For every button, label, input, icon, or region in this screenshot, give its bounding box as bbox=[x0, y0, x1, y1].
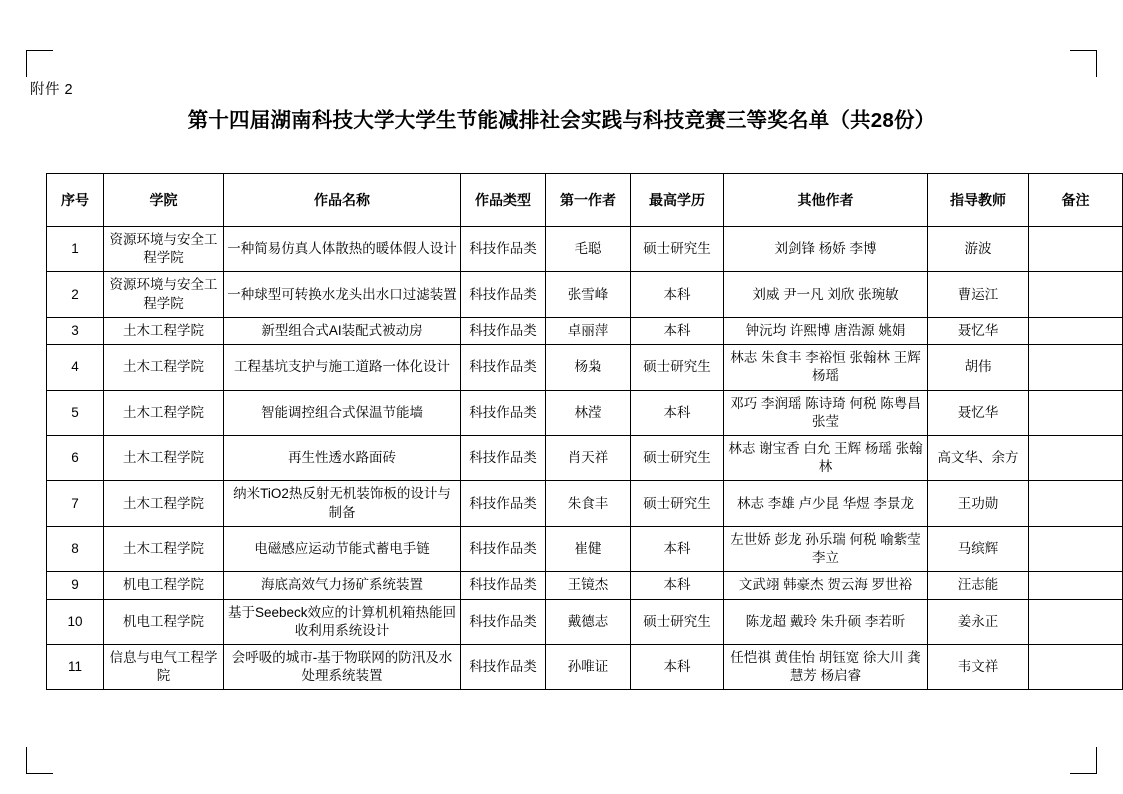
cell-college: 土木工程学院 bbox=[104, 481, 224, 526]
cell-work-type: 科技作品类 bbox=[461, 481, 546, 526]
cell-highest-degree: 本科 bbox=[631, 644, 724, 689]
crop-mark-bottom-right bbox=[1070, 747, 1097, 774]
crop-mark-bottom-left bbox=[26, 747, 53, 774]
cell-work-type: 科技作品类 bbox=[461, 572, 546, 599]
column-header-other-authors: 其他作者 bbox=[724, 174, 928, 227]
crop-mark-top-left bbox=[26, 50, 53, 77]
cell-advisor: 聂忆华 bbox=[928, 390, 1029, 435]
crop-mark-top-right bbox=[1070, 50, 1097, 77]
cell-remark bbox=[1029, 572, 1123, 599]
cell-remark bbox=[1029, 599, 1123, 644]
cell-first-author: 孙唯证 bbox=[546, 644, 631, 689]
cell-highest-degree: 本科 bbox=[631, 390, 724, 435]
cell-advisor: 王功勋 bbox=[928, 481, 1029, 526]
column-header-college: 学院 bbox=[104, 174, 224, 227]
cell-highest-degree: 硕士研究生 bbox=[631, 599, 724, 644]
cell-work-title: 会呼吸的城市-基于物联网的防汛及水处理系统装置 bbox=[224, 644, 461, 689]
cell-work-type: 科技作品类 bbox=[461, 227, 546, 272]
cell-work-title: 纳米TiO2热反射无机装饰板的设计与制备 bbox=[224, 481, 461, 526]
table-row bbox=[47, 272, 1123, 317]
cell-seq: 10 bbox=[47, 599, 104, 644]
column-header-remark: 备注 bbox=[1029, 174, 1123, 227]
table-row bbox=[47, 481, 1123, 526]
cell-other-authors: 刘威 尹一凡 刘欣 张琬敏 bbox=[724, 272, 928, 317]
table-row bbox=[47, 599, 1123, 644]
cell-work-type: 科技作品类 bbox=[461, 390, 546, 435]
cell-work-title: 工程基坑支护与施工道路一体化设计 bbox=[224, 345, 461, 390]
table-row bbox=[47, 526, 1123, 571]
cell-first-author: 毛聪 bbox=[546, 227, 631, 272]
cell-other-authors: 任恺祺 黄佳怡 胡钰宽 徐大川 龚慧芳 杨启睿 bbox=[724, 644, 928, 689]
table-row bbox=[47, 435, 1123, 480]
cell-remark bbox=[1029, 345, 1123, 390]
cell-seq: 3 bbox=[47, 317, 104, 344]
cell-first-author: 朱食丰 bbox=[546, 481, 631, 526]
cell-work-type: 科技作品类 bbox=[461, 599, 546, 644]
column-header-highest-degree: 最高学历 bbox=[631, 174, 724, 227]
cell-work-title: 电磁感应运动节能式蓄电手链 bbox=[224, 526, 461, 571]
cell-college: 资源环境与安全工程学院 bbox=[104, 227, 224, 272]
cell-remark bbox=[1029, 272, 1123, 317]
cell-remark bbox=[1029, 481, 1123, 526]
cell-other-authors: 左世娇 彭龙 孙乐瑞 何税 喻紫莹 李立 bbox=[724, 526, 928, 571]
cell-seq: 7 bbox=[47, 481, 104, 526]
cell-seq: 4 bbox=[47, 345, 104, 390]
cell-work-title: 智能调控组合式保温节能墙 bbox=[224, 390, 461, 435]
table-header bbox=[47, 174, 1123, 227]
cell-other-authors: 刘剑锋 杨娇 李博 bbox=[724, 227, 928, 272]
cell-first-author: 王镜杰 bbox=[546, 572, 631, 599]
cell-work-title: 新型组合式AI装配式被动房 bbox=[224, 317, 461, 344]
cell-work-title: 海底高效气力扬矿系统装置 bbox=[224, 572, 461, 599]
cell-remark bbox=[1029, 526, 1123, 571]
column-header-work-title: 作品名称 bbox=[224, 174, 461, 227]
cell-advisor: 曹运江 bbox=[928, 272, 1029, 317]
cell-college: 机电工程学院 bbox=[104, 599, 224, 644]
cell-first-author: 卓丽萍 bbox=[546, 317, 631, 344]
cell-highest-degree: 本科 bbox=[631, 317, 724, 344]
column-header-work-type: 作品类型 bbox=[461, 174, 546, 227]
cell-work-title: 一种球型可转换水龙头出水口过滤装置 bbox=[224, 272, 461, 317]
cell-college: 机电工程学院 bbox=[104, 572, 224, 599]
table-row bbox=[47, 390, 1123, 435]
cell-highest-degree: 本科 bbox=[631, 272, 724, 317]
cell-college: 土木工程学院 bbox=[104, 435, 224, 480]
award-list-table bbox=[46, 173, 1123, 690]
table-row bbox=[47, 345, 1123, 390]
cell-seq: 1 bbox=[47, 227, 104, 272]
cell-college: 土木工程学院 bbox=[104, 390, 224, 435]
cell-advisor: 马缤辉 bbox=[928, 526, 1029, 571]
cell-other-authors: 林志 李雄 卢少昆 华煜 李景龙 bbox=[724, 481, 928, 526]
cell-work-title: 再生性透水路面砖 bbox=[224, 435, 461, 480]
cell-seq: 8 bbox=[47, 526, 104, 571]
cell-work-title: 基于Seebeck效应的计算机机箱热能回收利用系统设计 bbox=[224, 599, 461, 644]
cell-advisor: 韦文祥 bbox=[928, 644, 1029, 689]
cell-other-authors: 林志 谢宝香 白允 王辉 杨瑶 张翰林 bbox=[724, 435, 928, 480]
cell-remark bbox=[1029, 317, 1123, 344]
table-header-row bbox=[47, 174, 1123, 227]
column-header-advisor: 指导教师 bbox=[928, 174, 1029, 227]
cell-first-author: 林滢 bbox=[546, 390, 631, 435]
table-row bbox=[47, 227, 1123, 272]
cell-highest-degree: 本科 bbox=[631, 572, 724, 599]
cell-first-author: 张雪峰 bbox=[546, 272, 631, 317]
cell-work-type: 科技作品类 bbox=[461, 435, 546, 480]
cell-remark bbox=[1029, 644, 1123, 689]
cell-advisor: 高文华、余方 bbox=[928, 435, 1029, 480]
column-header-seq: 序号 bbox=[47, 174, 104, 227]
cell-work-type: 科技作品类 bbox=[461, 317, 546, 344]
cell-college: 土木工程学院 bbox=[104, 317, 224, 344]
cell-other-authors: 邓巧 李润瑶 陈诗琦 何税 陈粤昌 张莹 bbox=[724, 390, 928, 435]
cell-first-author: 杨枭 bbox=[546, 345, 631, 390]
cell-remark bbox=[1029, 227, 1123, 272]
cell-advisor: 汪志能 bbox=[928, 572, 1029, 599]
table-row bbox=[47, 644, 1123, 689]
cell-highest-degree: 硕士研究生 bbox=[631, 435, 724, 480]
cell-first-author: 肖天祥 bbox=[546, 435, 631, 480]
cell-highest-degree: 硕士研究生 bbox=[631, 345, 724, 390]
cell-advisor: 游波 bbox=[928, 227, 1029, 272]
cell-work-type: 科技作品类 bbox=[461, 345, 546, 390]
cell-seq: 11 bbox=[47, 644, 104, 689]
page-title: 第十四届湖南科技大学大学生节能减排社会实践与科技竞赛三等奖名单（共28份） bbox=[187, 109, 936, 132]
cell-advisor: 聂忆华 bbox=[928, 317, 1029, 344]
cell-remark bbox=[1029, 390, 1123, 435]
cell-work-type: 科技作品类 bbox=[461, 526, 546, 571]
cell-seq: 6 bbox=[47, 435, 104, 480]
cell-other-authors: 钟沅均 许熙博 唐浩源 姚娟 bbox=[724, 317, 928, 344]
cell-work-title: 一种简易仿真人体散热的暖体假人设计 bbox=[224, 227, 461, 272]
cell-college: 信息与电气工程学院 bbox=[104, 644, 224, 689]
table-row bbox=[47, 317, 1123, 344]
cell-college: 资源环境与安全工程学院 bbox=[104, 272, 224, 317]
cell-highest-degree: 硕士研究生 bbox=[631, 481, 724, 526]
cell-highest-degree: 本科 bbox=[631, 526, 724, 571]
cell-advisor: 胡伟 bbox=[928, 345, 1029, 390]
cell-college: 土木工程学院 bbox=[104, 526, 224, 571]
table-row bbox=[47, 572, 1123, 599]
cell-college: 土木工程学院 bbox=[104, 345, 224, 390]
cell-first-author: 戴德志 bbox=[546, 599, 631, 644]
column-header-first-author: 第一作者 bbox=[546, 174, 631, 227]
cell-work-type: 科技作品类 bbox=[461, 644, 546, 689]
cell-seq: 2 bbox=[47, 272, 104, 317]
cell-other-authors: 文武翊 韩豪杰 贺云海 罗世裕 bbox=[724, 572, 928, 599]
cell-advisor: 姜永正 bbox=[928, 599, 1029, 644]
cell-remark bbox=[1029, 435, 1123, 480]
cell-seq: 9 bbox=[47, 572, 104, 599]
cell-other-authors: 陈龙超 戴玲 朱升硕 李若昕 bbox=[724, 599, 928, 644]
cell-highest-degree: 硕士研究生 bbox=[631, 227, 724, 272]
cell-other-authors: 林志 朱食丰 李裕恒 张翰林 王辉 杨瑶 bbox=[724, 345, 928, 390]
cell-work-type: 科技作品类 bbox=[461, 272, 546, 317]
attachment-label: 附件 2 bbox=[30, 82, 74, 98]
table-body bbox=[47, 227, 1123, 690]
cell-first-author: 崔健 bbox=[546, 526, 631, 571]
cell-seq: 5 bbox=[47, 390, 104, 435]
